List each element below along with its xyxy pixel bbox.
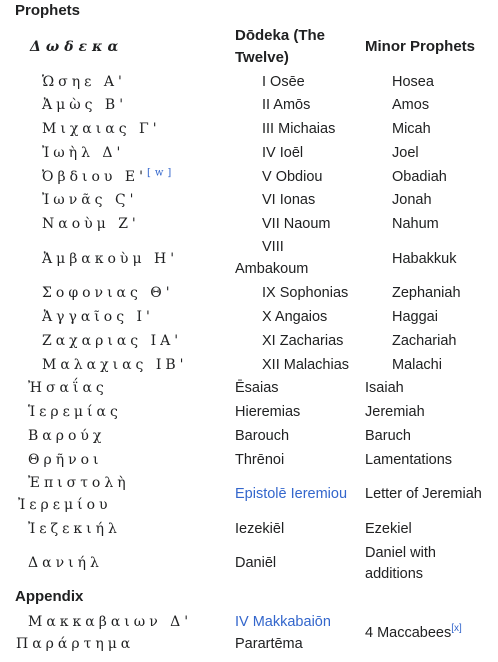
greek-name-line2: Παράρτημα xyxy=(16,636,135,652)
greek-name: Ἀγγαῖος Ι' xyxy=(42,309,154,325)
english-name: Hosea xyxy=(392,74,434,90)
greek-name-line2: Ἰερεμίου xyxy=(18,497,112,513)
translit-link[interactable]: IV Makkabaiōn xyxy=(235,614,331,630)
translit-name-line2: Ambakoum xyxy=(235,261,309,277)
translit-name: V Obdiou xyxy=(262,169,323,185)
english-name: Ezekiel xyxy=(365,521,412,537)
english-name: Baruch xyxy=(365,428,411,444)
translit-name: VI Ionas xyxy=(262,192,316,208)
translit-name-line1: VIII xyxy=(262,239,284,255)
translit-name: III Michaias xyxy=(262,121,336,137)
translit-name: XII Malachias xyxy=(262,357,350,373)
english-name: Habakkuk xyxy=(392,251,457,267)
translit-link[interactable]: Epistolē Ieremiou xyxy=(235,486,348,502)
greek-name-line1: Μακκαβαιων Δ' xyxy=(28,614,193,630)
greek-name: Ἠσαΐας xyxy=(28,380,108,396)
english-name: Jeremiah xyxy=(365,404,425,420)
translit-name: Iezekiēl xyxy=(235,521,285,537)
english-name: Isaiah xyxy=(365,380,404,396)
greek-name: Ὀβδιου Ε' xyxy=(42,169,147,185)
translit-name: Ēsaias xyxy=(235,380,279,396)
greek-name: Ὡσηε Α' xyxy=(42,74,126,90)
english-name-line1: Daniel with xyxy=(365,545,436,561)
greek-name: Ἀμβακοὺμ Η' xyxy=(42,251,179,267)
greek-name: Ἀμὼς Β' xyxy=(42,97,128,113)
section-title-appendix: Appendix xyxy=(15,588,84,605)
translit-name-line2: Parartēma xyxy=(235,636,303,652)
english-name: Obadiah xyxy=(392,169,447,185)
greek-name: Ἰωὴλ Δ' xyxy=(42,145,125,161)
translit-name: IX Sophonias xyxy=(262,285,349,301)
english-name: Lamentations xyxy=(365,452,453,468)
english-name: Letter of Jeremiah xyxy=(365,486,482,502)
translit-name: VII Naoum xyxy=(262,216,331,232)
english-name: Haggai xyxy=(392,309,438,325)
greek-name: Ἱερεμίας xyxy=(28,404,122,420)
greek-name: Σοφονιας Θ' xyxy=(42,285,174,301)
english-name: Malachi xyxy=(392,357,442,373)
greek-name-line1: Ἐπιστολὴ xyxy=(28,475,130,491)
reference-link[interactable]: [x] xyxy=(451,623,462,635)
translit-name: II Amōs xyxy=(262,97,311,113)
greek-name: Βαρούχ xyxy=(28,428,106,444)
translit-name: Barouch xyxy=(235,428,290,444)
english-name: 4 Maccabees xyxy=(365,625,452,641)
translit-name: Daniēl xyxy=(235,555,277,571)
english-name: Nahum xyxy=(392,216,439,232)
greek-name: Ἰεζεκιήλ xyxy=(28,521,121,537)
translit-name: Hieremias xyxy=(235,404,301,420)
english-name: Jonah xyxy=(392,192,432,208)
section-title-prophets: Prophets xyxy=(15,2,81,19)
translit-name: I Osēe xyxy=(262,74,305,90)
greek-name: Δανιήλ xyxy=(28,555,103,571)
translit-name: IV Ioēl xyxy=(262,145,304,161)
header-translit: Dōdeka (The Twelve) xyxy=(235,27,326,66)
reference-link[interactable]: [w] xyxy=(146,167,176,179)
english-name: Zephaniah xyxy=(392,285,461,301)
greek-name: Μιχαιας Γ' xyxy=(42,121,161,137)
english-name: Zachariah xyxy=(392,333,457,349)
header-greek: Δωδεκα xyxy=(30,39,124,55)
greek-name: Μαλαχιας ΙΒ' xyxy=(42,357,188,373)
translit-name: X Angaios xyxy=(262,309,328,325)
greek-name: Θρῆνοι xyxy=(28,452,103,468)
english-name: Micah xyxy=(392,121,431,137)
greek-name: Ἰωνᾶς Ϛ' xyxy=(42,192,138,208)
translit-name: XI Zacharias xyxy=(262,333,344,349)
greek-name: Ναοὺμ Ζ' xyxy=(42,216,140,232)
greek-name: Ζαχαριας ΙΑ' xyxy=(42,333,183,349)
english-name: Amos xyxy=(392,97,430,113)
translit-name: Thrēnoi xyxy=(235,452,285,468)
english-name: Joel xyxy=(392,145,419,161)
english-name-line2: additions xyxy=(365,566,424,582)
header-english: Minor Prophets xyxy=(365,38,476,55)
